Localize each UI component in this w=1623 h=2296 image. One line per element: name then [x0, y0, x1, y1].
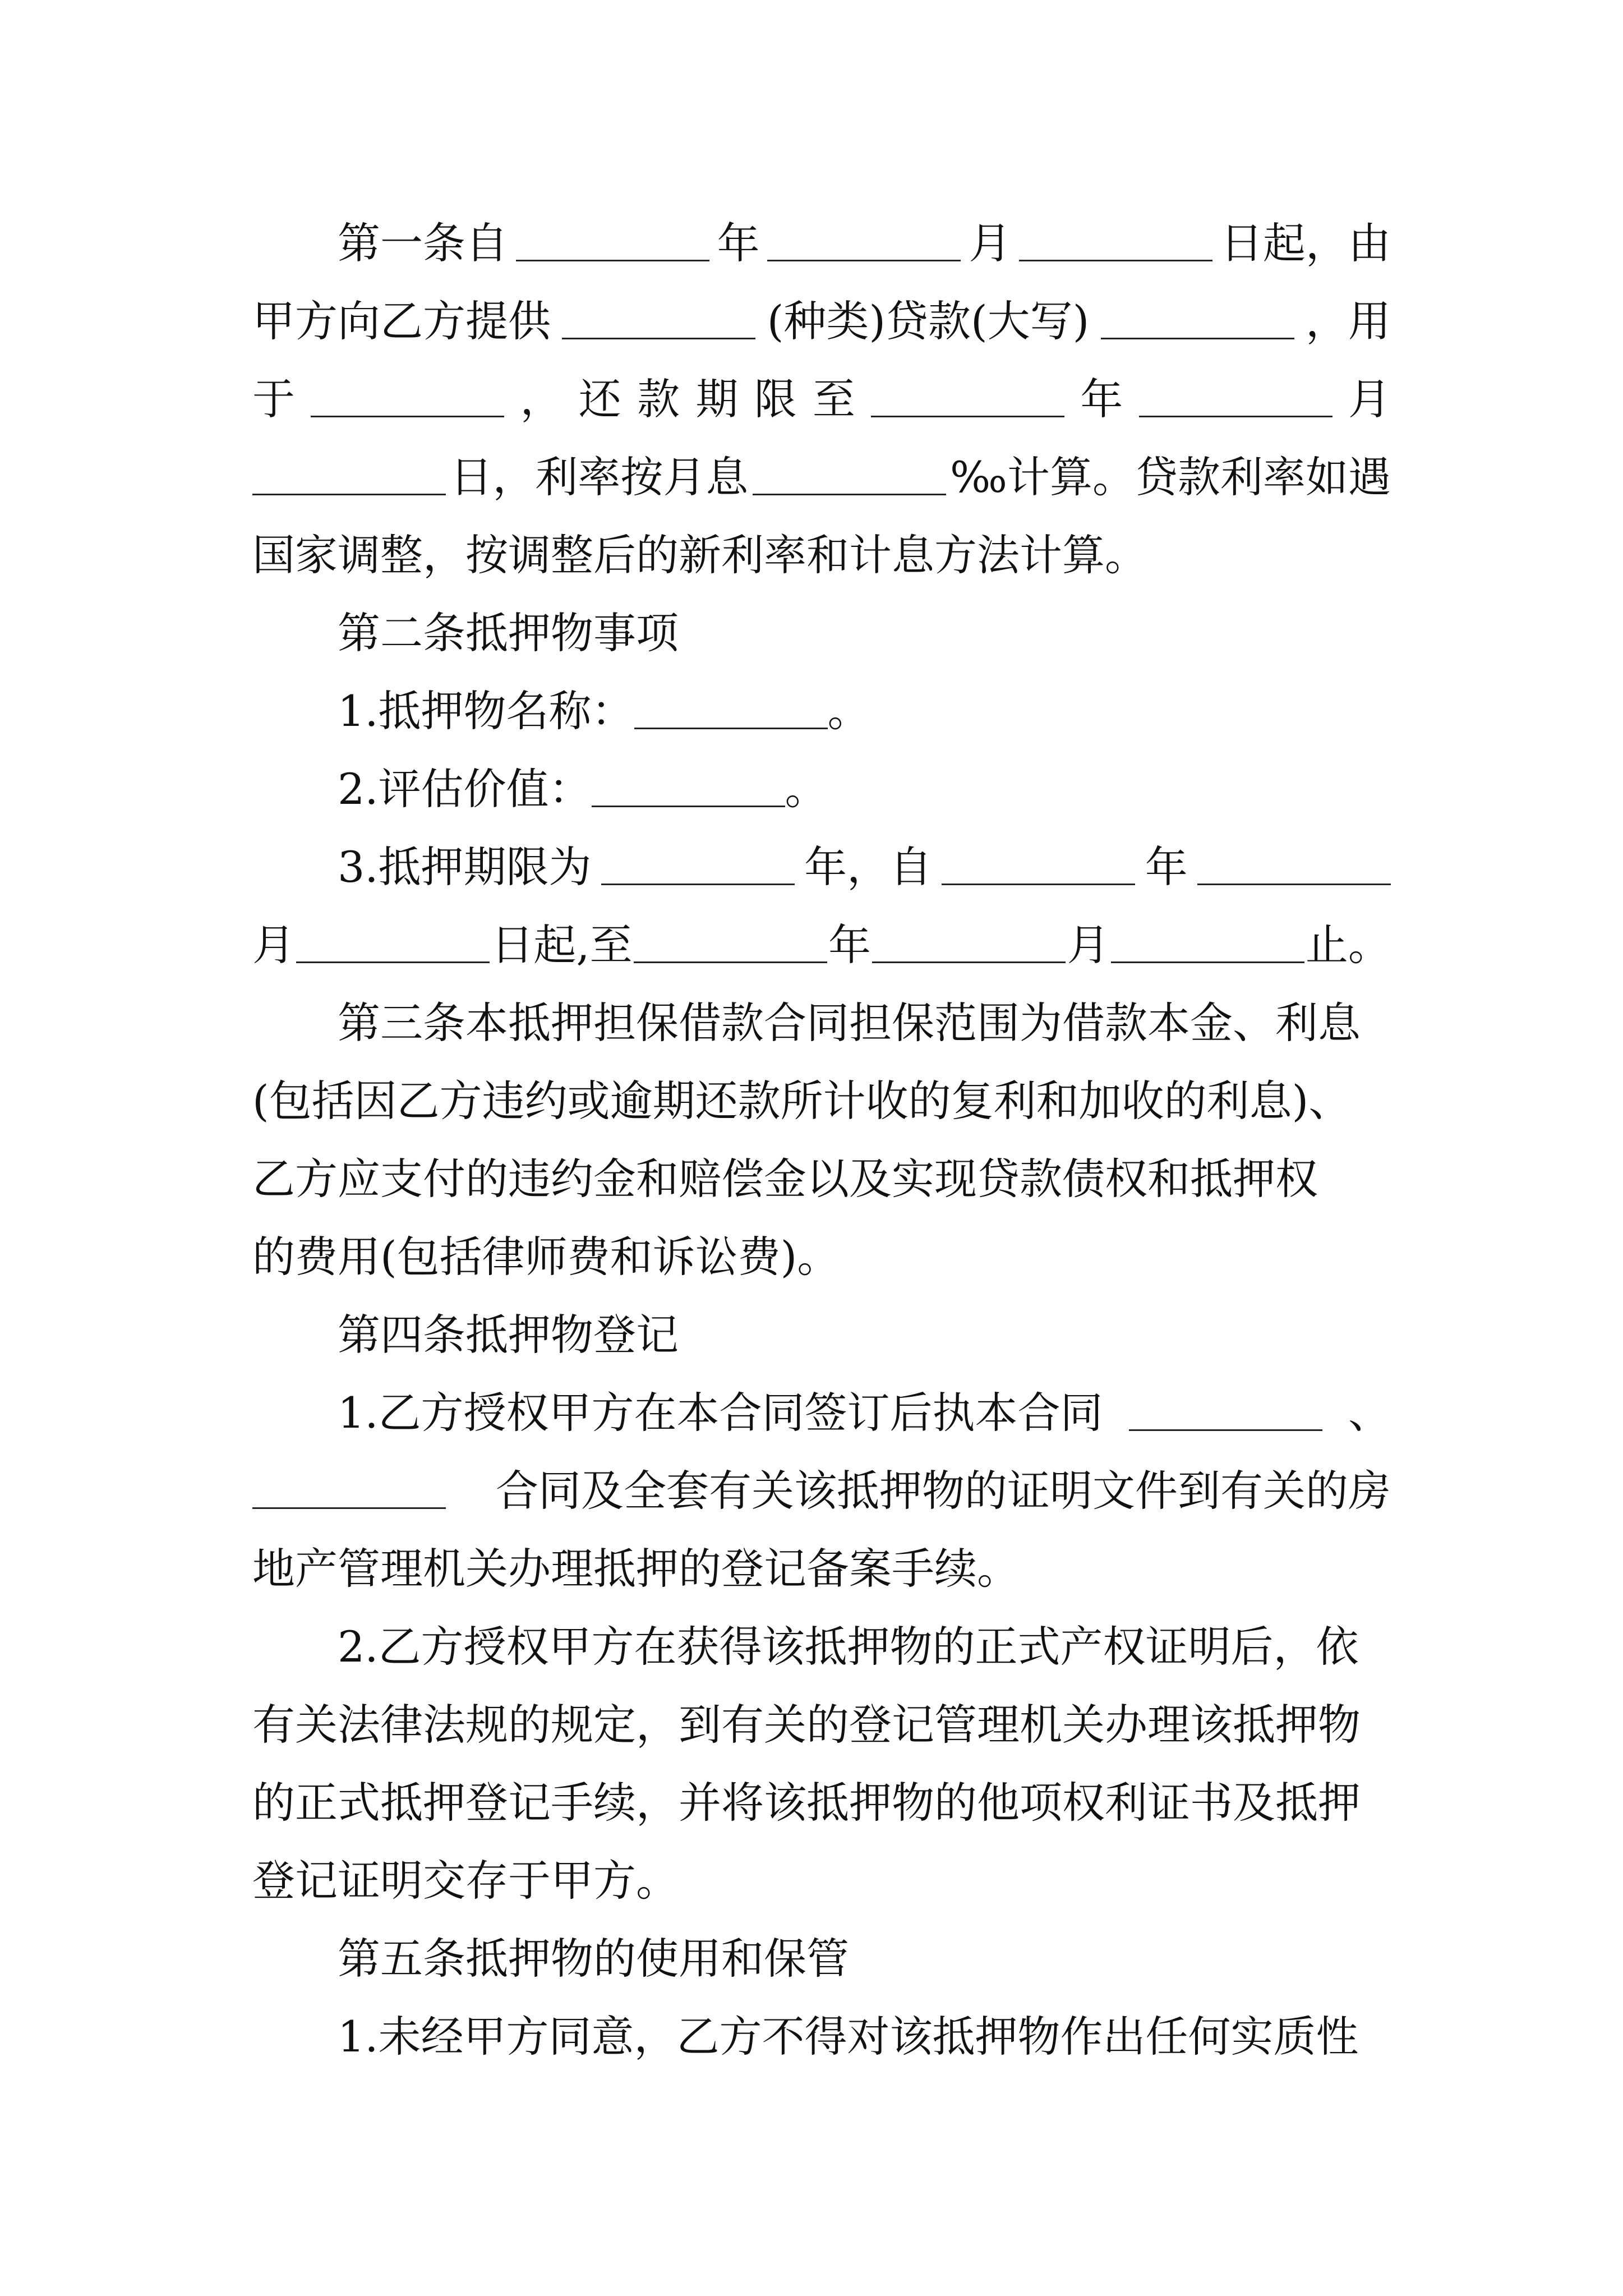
text: 还	[578, 374, 621, 424]
text: 、	[1348, 1388, 1391, 1438]
blank-field[interactable]	[296, 921, 490, 963]
section-heading: 第五条抵押物的使用和保管	[338, 1934, 849, 1984]
article5-p1-line1	[338, 1998, 1391, 2076]
blank-field[interactable]	[753, 453, 946, 495]
text: 日，利率按月息	[450, 452, 749, 502]
blank-field[interactable]	[1197, 843, 1391, 885]
article4-p2-line1	[338, 1608, 1391, 1686]
article3-line2	[252, 1062, 1391, 1140]
article1-line4	[252, 438, 1391, 517]
article2-item3-line2	[252, 906, 1391, 984]
blank-field[interactable]	[1101, 297, 1294, 339]
text: 月	[252, 920, 295, 970]
text: 合同及全套有关该抵押物的证明文件到有关的房	[496, 1466, 1391, 1516]
blank-field[interactable]	[871, 375, 1064, 417]
text: 年	[1080, 374, 1123, 424]
blank-field[interactable]	[252, 453, 446, 495]
text: 有关法律法规的规定，到有关的登记管理机关办理该抵押物	[252, 1700, 1361, 1750]
text: 月	[1067, 920, 1110, 970]
text: 1.未经甲方同意，乙方不得对该抵押物作出任何实质性	[338, 2012, 1359, 2062]
article2-item3-line1	[338, 828, 1391, 907]
text: 1.抵押物名称：	[338, 686, 634, 736]
text: 第三条本抵押担保借款合同担保范围为借款本金、利息	[338, 998, 1361, 1048]
article2-heading	[338, 594, 1391, 673]
text: ，	[520, 374, 563, 424]
blank-field[interactable]	[516, 219, 709, 261]
text: 年	[828, 920, 872, 970]
text: 期	[695, 374, 739, 424]
text: 止。	[1305, 920, 1391, 970]
text: 国家调整，按调整后的新利率和计息方法计算。	[252, 530, 1147, 580]
blank-field[interactable]	[311, 375, 504, 417]
text: 日起，由	[1220, 218, 1391, 268]
text: 登记证明交存于甲方。	[252, 1856, 679, 1906]
article1-line2	[252, 282, 1391, 361]
article4-p1-line1	[338, 1374, 1391, 1452]
article3-line4	[252, 1218, 1391, 1296]
article4-heading	[338, 1296, 1391, 1374]
blank-field[interactable]	[942, 843, 1135, 885]
text: ，用	[1305, 296, 1391, 346]
text: 年	[717, 218, 760, 268]
article2-item1	[338, 672, 1391, 751]
text: 。	[785, 764, 828, 814]
text: 。	[827, 686, 870, 736]
article1-line1	[338, 204, 1391, 283]
text: 1.乙方授权甲方在本合同签订后执本合同	[338, 1388, 1103, 1438]
article4-p2-line4	[252, 1842, 1391, 1920]
article3-line1	[338, 984, 1391, 1062]
text: 2.乙方授权甲方在获得该抵押物的正式产权证明后，依	[338, 1622, 1359, 1672]
article4-p2-line3	[252, 1764, 1391, 1842]
text: 第一条自	[338, 218, 508, 268]
article4-p1-line3	[252, 1530, 1391, 1608]
blank-field[interactable]	[634, 921, 827, 963]
blank-field[interactable]	[1129, 1388, 1322, 1431]
article3-line3	[252, 1140, 1391, 1218]
blank-field[interactable]	[252, 1466, 446, 1509]
text: 2.评估价值：	[338, 764, 592, 814]
blank-field[interactable]	[592, 765, 785, 807]
text: 于	[252, 374, 295, 424]
text: 地产管理机关办理抵押的登记备案手续。	[252, 1544, 1020, 1594]
text: 月	[969, 218, 1012, 268]
blank-field[interactable]	[1019, 219, 1212, 261]
blank-field[interactable]	[1139, 375, 1332, 417]
article1-line5	[252, 516, 1391, 595]
blank-field[interactable]	[872, 921, 1066, 963]
text: 至	[812, 374, 855, 424]
blank-field[interactable]	[601, 843, 795, 885]
text: ‰计算。贷款利率如遇	[949, 452, 1391, 502]
article5-heading	[338, 1920, 1391, 1998]
blank-field[interactable]	[1111, 921, 1304, 963]
blank-field[interactable]	[562, 297, 755, 339]
article1-line3	[252, 360, 1391, 439]
section-heading: 第四条抵押物登记	[338, 1310, 679, 1360]
text: 款	[637, 374, 680, 424]
text: 日起,至	[491, 920, 633, 970]
text: 3.抵押期限为	[338, 842, 592, 892]
blank-field[interactable]	[767, 219, 961, 261]
article4-p2-line2	[252, 1686, 1391, 1764]
text: 的正式抵押登记手续，并将该抵押物的他项权利证书及抵押	[252, 1778, 1361, 1828]
article2-item2	[338, 750, 1391, 829]
text: 乙方应支付的违约金和赔偿金以及实现贷款债权和抵押权	[252, 1154, 1318, 1204]
text: 月	[1348, 374, 1391, 424]
text: 的费用(包括律师费和诉讼费)。	[252, 1232, 840, 1282]
text: (包括因乙方违约或逾期还款所计收的复利和加收的利息)、	[252, 1076, 1352, 1126]
text: (种类)贷款(大写)	[767, 296, 1090, 346]
text: 限	[754, 374, 797, 424]
blank-field[interactable]	[634, 687, 828, 729]
text: 年	[1145, 842, 1188, 892]
text: 年，自	[804, 842, 933, 892]
section-heading: 第二条抵押物事项	[338, 608, 679, 658]
article4-p1-line2	[252, 1452, 1391, 1530]
text: 甲方向乙方提供	[252, 296, 551, 346]
